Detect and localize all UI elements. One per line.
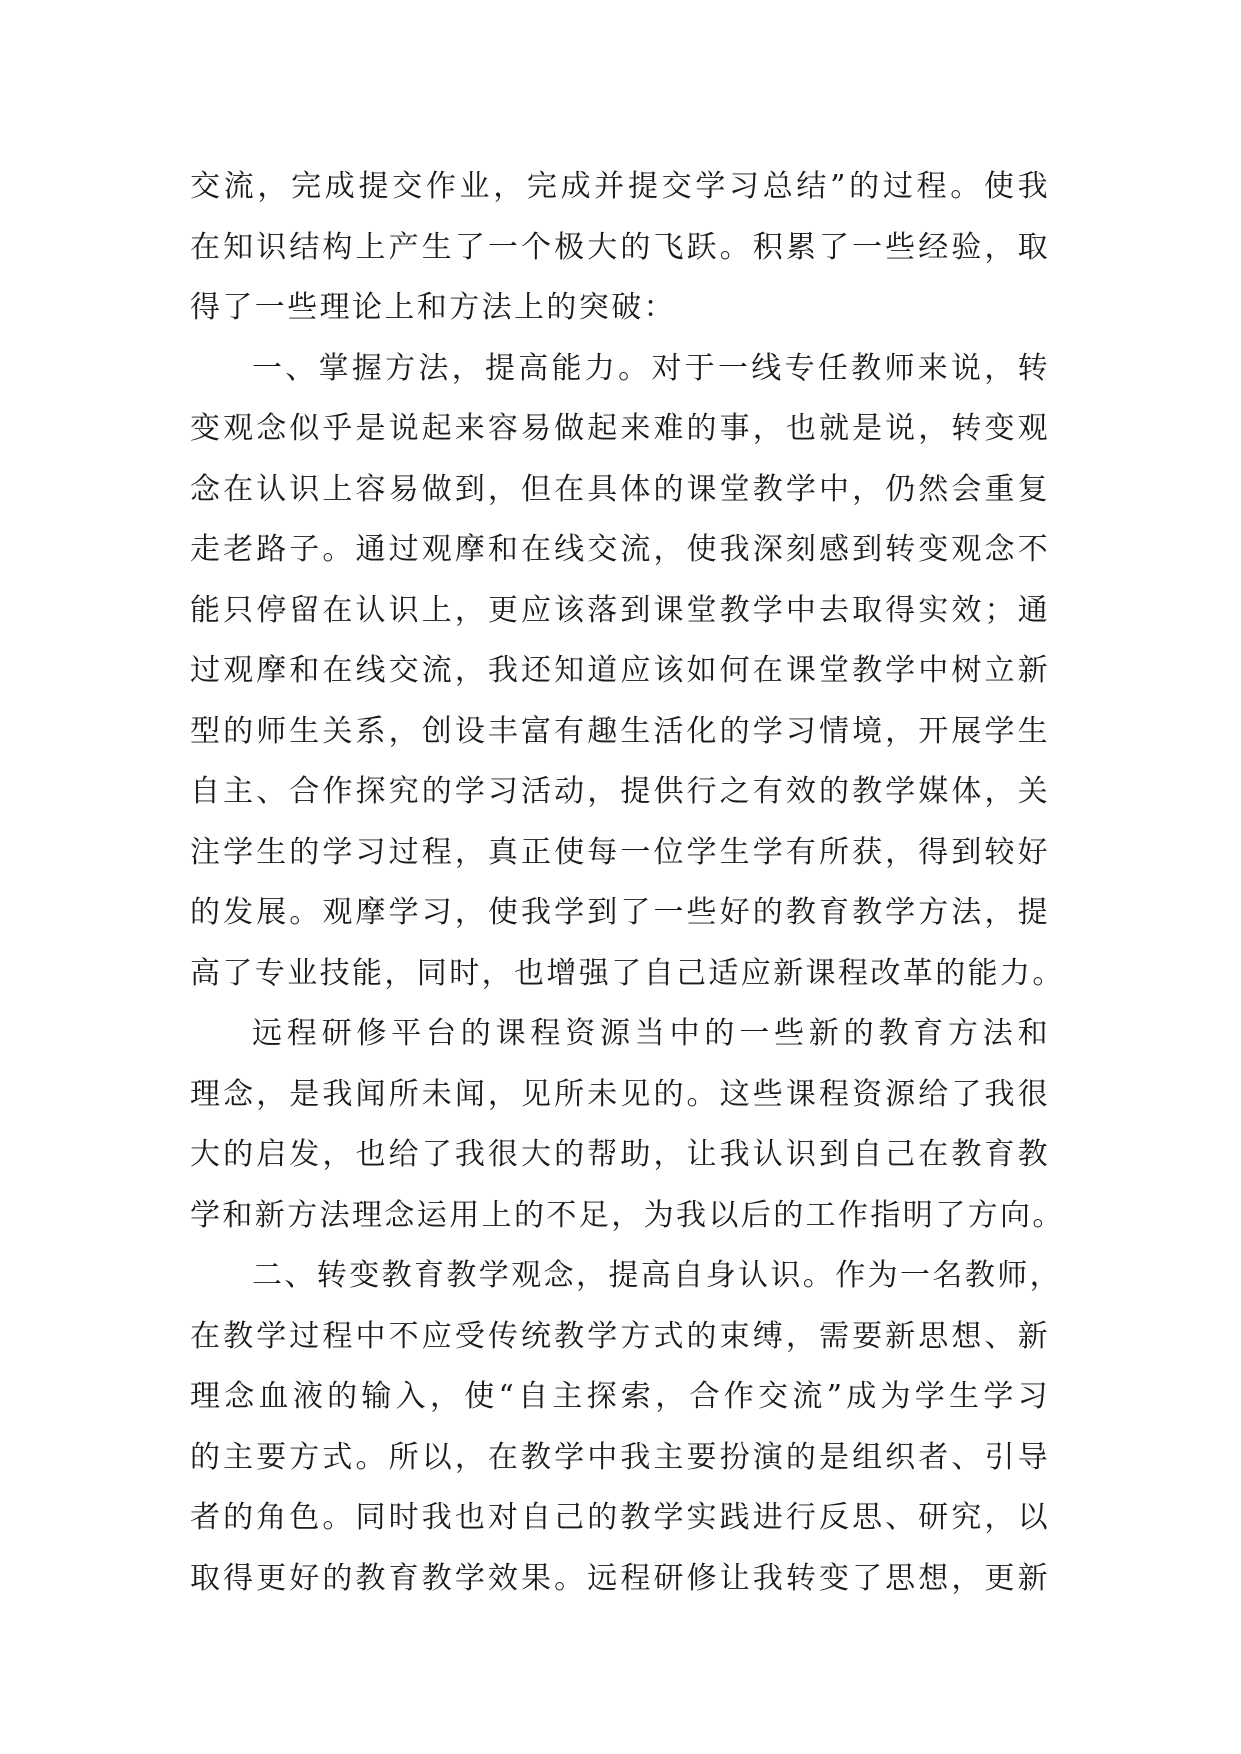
text-line: 的发展。观摩学习，使我学到了一些好的教育教学方法，提	[190, 895, 1050, 930]
paragraph-first-line: 一、掌握方法，提高能力。对于一线专任教师来说，转	[252, 350, 1050, 386]
text-line: 者的角色。同时我也对自己的教学实践进行反思、研究，以	[190, 1500, 1050, 1535]
text-line: 自主、合作探究的学习活动，提供行之有效的教学媒体，关	[190, 774, 1050, 809]
text-line: 交流，完成提交作业，完成并提交学习总结”的过程。使我	[190, 169, 1050, 204]
text-line: 理念血液的输入，使“自主探索，合作交流”成为学生学习	[190, 1379, 1050, 1414]
text-line: 在教学过程中不应受传统教学方式的束缚，需要新思想、新	[190, 1318, 1050, 1354]
text-line: 在知识结构上产生了一个极大的飞跃。积累了一些经验，取	[190, 229, 1050, 265]
text-line: 念在认识上容易做到，但在具体的课堂教学中，仍然会重复	[190, 471, 1050, 507]
text-line: 得了一些理论上和方法上的突破：	[190, 290, 676, 325]
text-line: 的主要方式。所以，在教学中我主要扮演的是组织者、引导	[190, 1439, 1050, 1475]
text-line: 型的师生关系，创设丰富有趣生活化的学习情境，开展学生	[190, 713, 1050, 749]
paragraph-first-line: 二、转变教育教学观念，提高自身认识。作为一名教师，	[252, 1258, 1062, 1293]
text-line: 注学生的学习过程，真正使每一位学生学有所获，得到较好	[190, 834, 1050, 870]
text-line: 取得更好的教育教学效果。远程研修让我转变了思想，更新	[190, 1560, 1050, 1596]
text-line: 理念，是我闻所未闻，见所未见的。这些课程资源给了我很	[190, 1076, 1050, 1112]
text-line: 大的启发，也给了我很大的帮助，让我认识到自己在教育教	[190, 1137, 1050, 1172]
text-line: 变观念似乎是说起来容易做起来难的事，也就是说，转变观	[190, 411, 1050, 446]
text-line: 学和新方法理念运用上的不足，为我以后的工作指明了方向。	[190, 1197, 1065, 1233]
text-line: 高了专业技能，同时，也增强了自己适应新课程改革的能力。	[190, 955, 1065, 991]
text-line: 走老路子。通过观摩和在线交流，使我深刻感到转变观念不	[190, 532, 1050, 567]
text-line: 过观摩和在线交流，我还知道应该如何在课堂教学中树立新	[190, 653, 1050, 688]
document-body	[190, 157, 1065, 1609]
paragraph-first-line: 远程研修平台的课程资源当中的一些新的教育方法和	[252, 1016, 1050, 1051]
text-line: 能只停留在认识上，更应该落到课堂教学中去取得实效；通	[190, 592, 1050, 628]
